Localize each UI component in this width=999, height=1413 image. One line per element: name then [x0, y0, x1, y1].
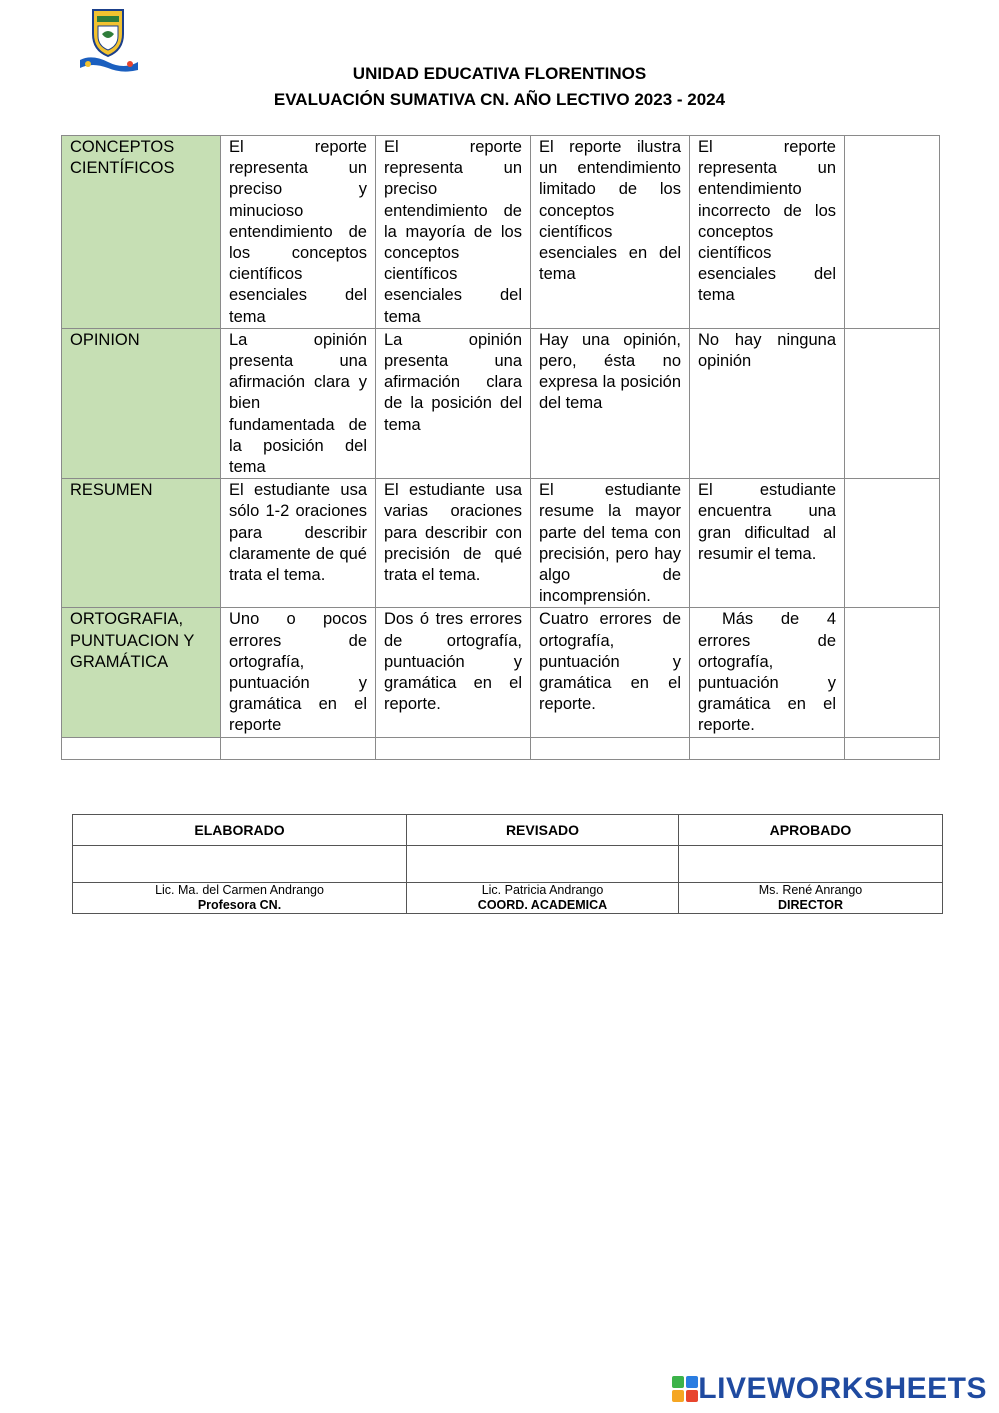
level-cell: El reporte representa un preciso entendimiento de la mayoría de los conceptos científicos esenciales del tema — [376, 136, 531, 329]
rubric-row — [62, 608, 940, 737]
empty-cell — [221, 737, 376, 759]
signatory-name: Ms. René Anrango — [758, 883, 863, 897]
score-cell[interactable] — [845, 136, 940, 329]
level-cell: Uno o pocos errores de ortografía, puntuación y gramática en el reporte — [221, 608, 376, 737]
criterion-cell: OPINION — [62, 328, 221, 478]
level-cell: El reporte representa un entendimiento incorrecto de los conceptos científicos esenciales del tema — [690, 136, 845, 329]
level-cell: Más de 4 errores de ortografía, puntuación y gramática en el reporte. — [690, 608, 845, 737]
level-cell: El estudiante usa sólo 1-2 oraciones para describir claramente de qué trata el tema. — [221, 479, 376, 608]
liveworksheets-logo-icon — [672, 1376, 698, 1402]
signature-table — [72, 814, 943, 914]
total-row — [62, 737, 940, 759]
header-aprobado: APROBADO — [679, 815, 943, 846]
score-cell[interactable] — [845, 328, 940, 478]
signature-space — [407, 846, 679, 883]
school-logo — [78, 8, 140, 72]
level-cell: La opinión presenta una afirmación clara de la posición del tema — [376, 328, 531, 478]
criterion-cell: RESUMEN — [62, 479, 221, 608]
empty-cell — [376, 737, 531, 759]
watermark-text: LIVEWORKSHEETS — [698, 1372, 987, 1405]
signature-names-row — [73, 883, 943, 914]
school-name: UNIDAD EDUCATIVA FLORENTINOS — [352, 64, 647, 83]
level-cell: El estudiante usa varias oraciones para describir con precisión de qué trata el tema. — [376, 479, 531, 608]
level-cell: No hay ninguna opinión — [690, 328, 845, 478]
signatory-name: Lic. Ma. del Carmen Andrango — [155, 883, 324, 897]
level-cell: El estudiante resume la mayor parte del tema con precisión, pero hay algo de incomprensión. — [531, 479, 690, 608]
signature-space — [73, 846, 407, 883]
level-cell: Dos ó tres errores de ortografía, puntuación y gramática en el reporte. — [376, 608, 531, 737]
signatory-role: COORD. ACADEMICA — [477, 898, 608, 912]
empty-cell — [62, 737, 221, 759]
level-cell: El reporte representa un preciso y minucioso entendimiento de los conceptos científicos esenciales del tema — [221, 136, 376, 329]
signatory-role: DIRECTOR — [777, 898, 844, 912]
level-cell: El reporte ilustra un entendimiento limitado de los conceptos científicos esenciales en del tema — [531, 136, 690, 329]
liveworksheets-watermark — [672, 1372, 987, 1406]
criterion-cell: CONCEPTOS CIENTÍFICOS — [62, 136, 221, 329]
empty-cell — [690, 737, 845, 759]
signature-space-row — [73, 846, 943, 883]
rubric-table — [61, 135, 940, 760]
signature-header-row — [73, 815, 943, 846]
document-title: EVALUACIÓN SUMATIVA CN. AÑO LECTIVO 2023 - 2024 — [273, 90, 726, 109]
level-cell: El estudiante encuentra una gran dificultad al resumir el tema. — [690, 479, 845, 608]
score-cell[interactable] — [845, 479, 940, 608]
header-elaborado: ELABORADO — [73, 815, 407, 846]
signatory-role: Profesora CN. — [197, 898, 282, 912]
header-revisado: REVISADO — [407, 815, 679, 846]
signatory-cell — [73, 883, 407, 914]
rubric-row — [62, 136, 940, 329]
empty-cell — [531, 737, 690, 759]
signatory-cell — [407, 883, 679, 914]
total-score-cell[interactable] — [845, 737, 940, 759]
level-cell: Hay una opinión, pero, ésta no expresa la posición del tema — [531, 328, 690, 478]
score-cell[interactable] — [845, 608, 940, 737]
rubric-row — [62, 479, 940, 608]
rubric-row — [62, 328, 940, 478]
criterion-cell: ORTOGRAFIA, PUNTUACION Y GRAMÁTICA — [62, 608, 221, 737]
signatory-name: Lic. Patricia Andrango — [481, 883, 604, 897]
level-cell: Cuatro errores de ortografía, puntuación y gramática en el reporte. — [531, 608, 690, 737]
signatory-cell — [679, 883, 943, 914]
signature-space — [679, 846, 943, 883]
level-cell: La opinión presenta una afirmación clara y bien fundamentada de la posición del tema — [221, 328, 376, 478]
